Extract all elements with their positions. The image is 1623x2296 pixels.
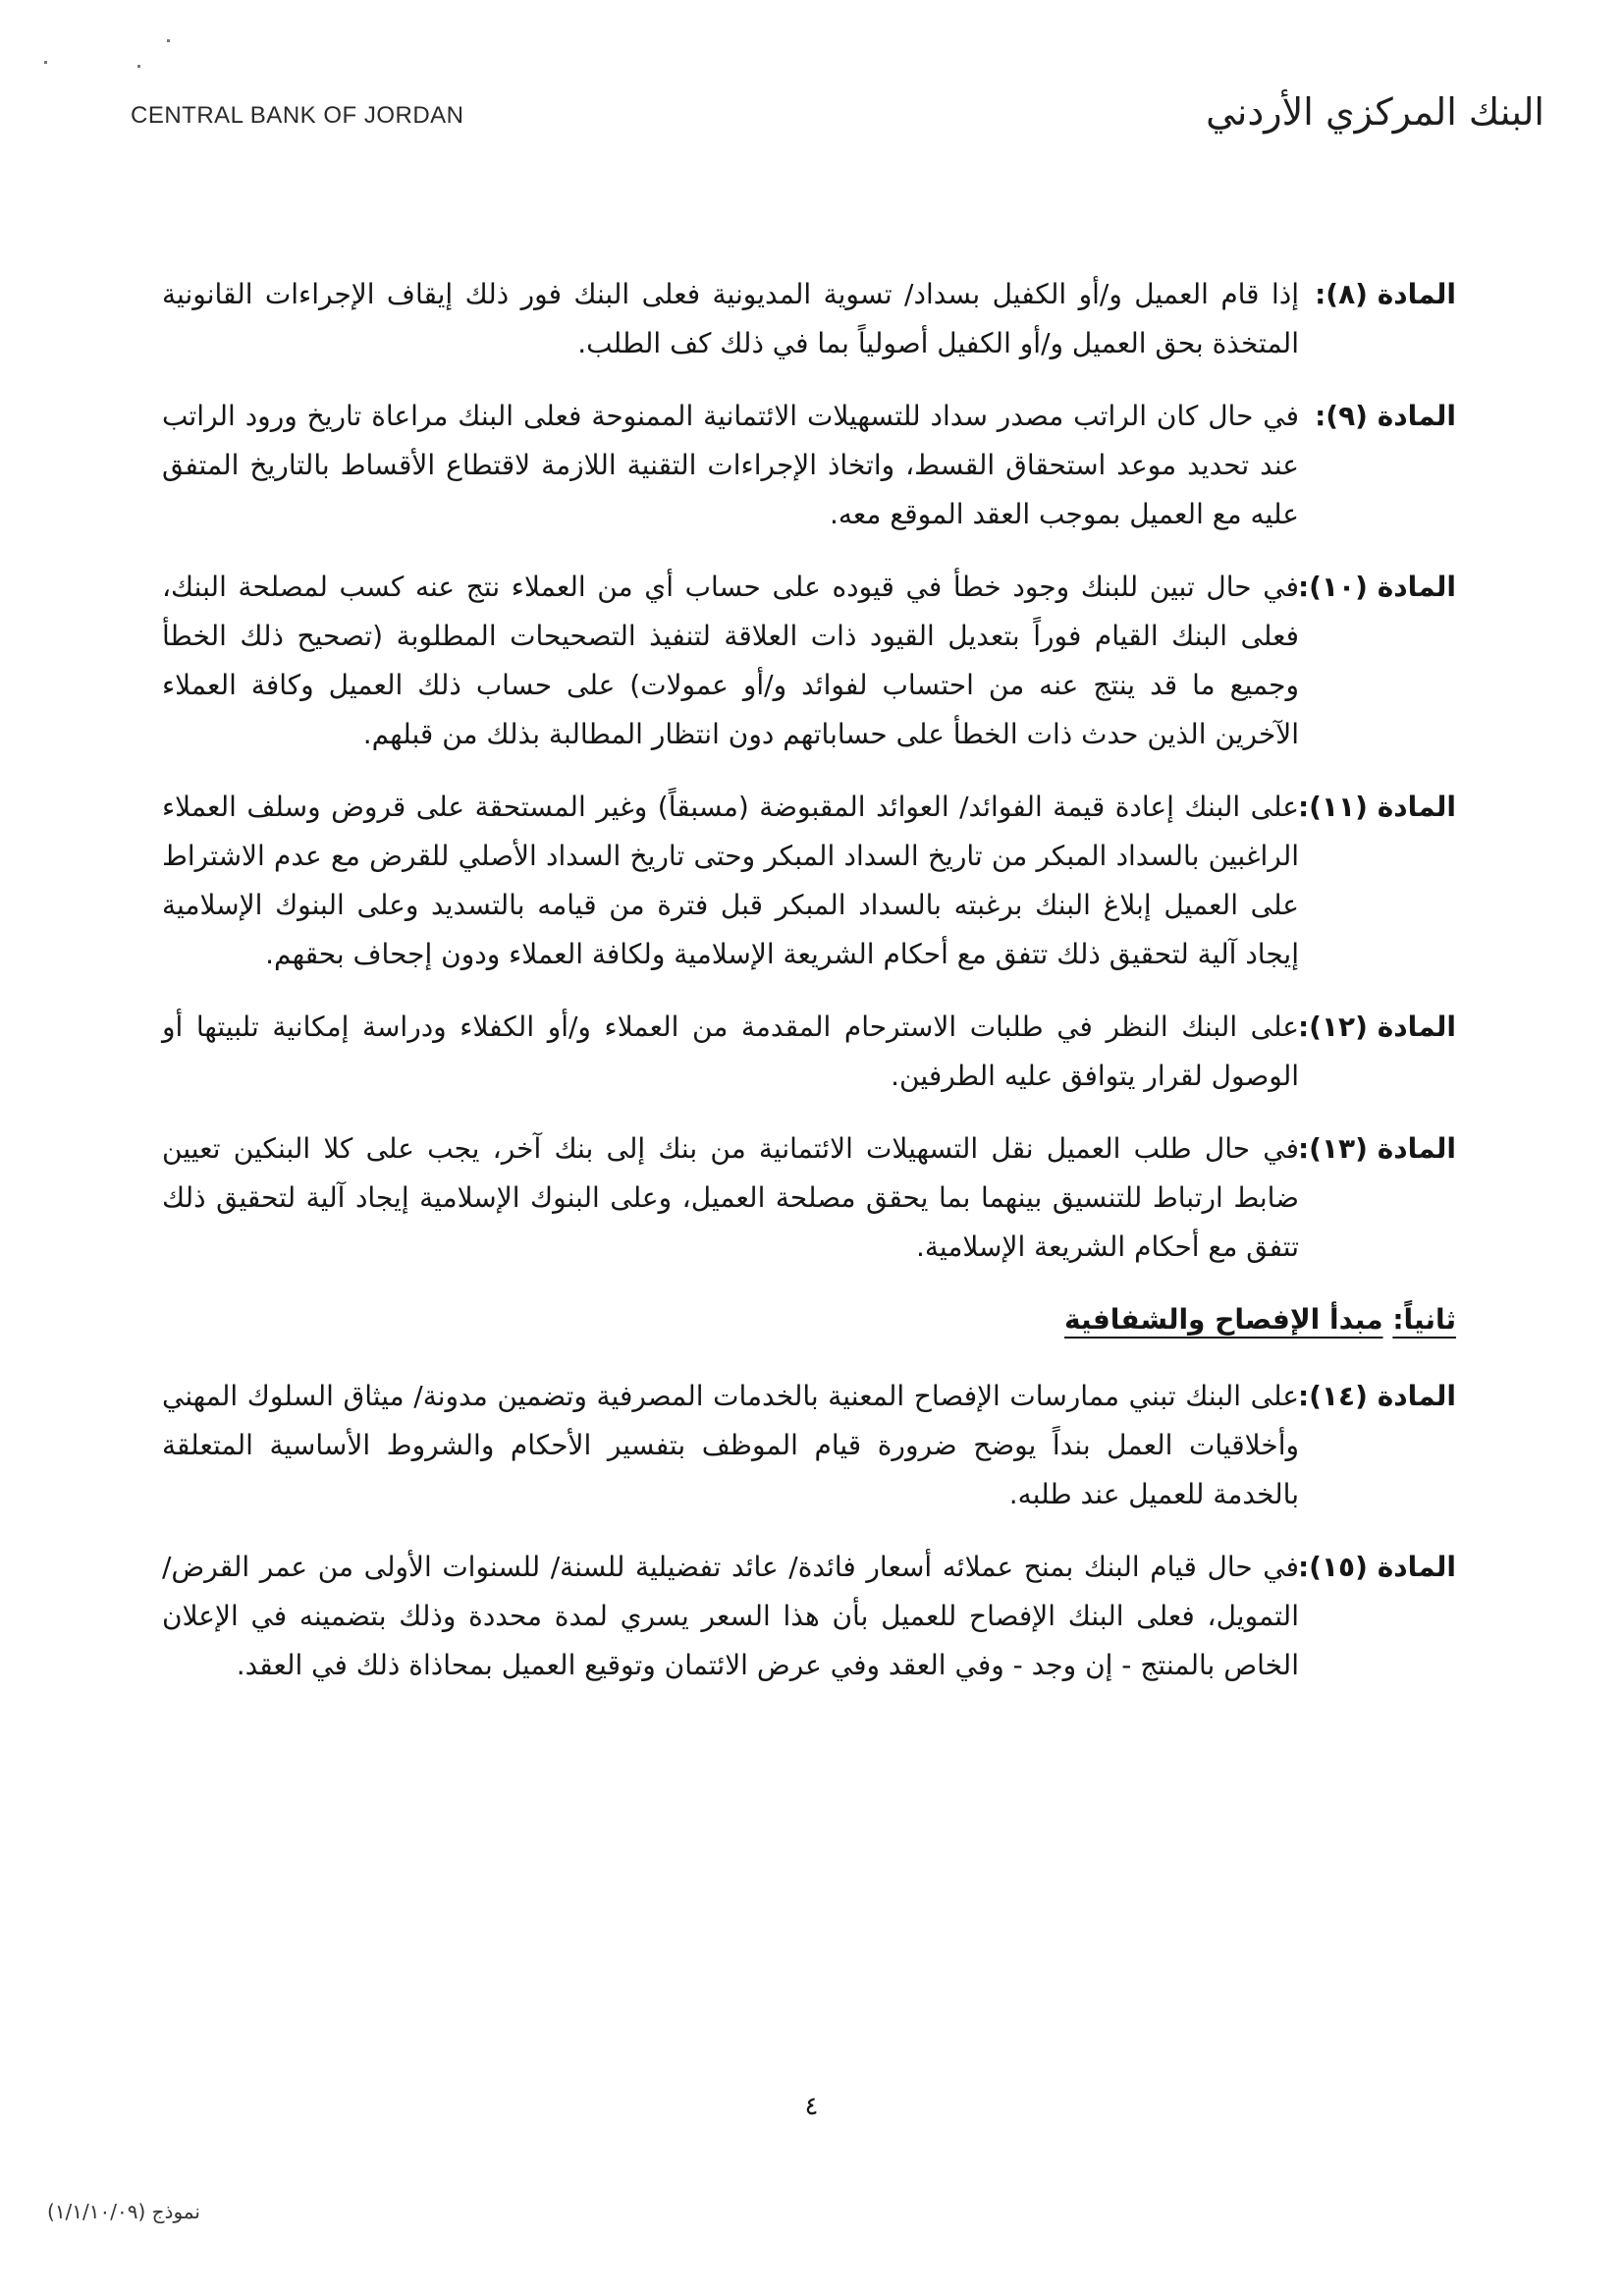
- scan-dust-mark: [44, 61, 47, 64]
- header-arabic-title: البنك المركزي الأردني: [1206, 90, 1544, 134]
- article-10: [162, 563, 1456, 759]
- article-text: على البنك تبني ممارسات الإفصاح المعنية بالخدمات المصرفية وتضمين مدونة/ ميثاق السلوك المهني وأخلاقيات العمل بنداً يوضح ضرورة قيام الموظف بتفسير الأحكام والشروط الأساسية المتعلقة بالخدمة للعميل عند طلبه.: [162, 1380, 1299, 1510]
- article-label: المادة (٩):: [1315, 400, 1456, 432]
- article-label: المادة (١٠):: [1297, 571, 1456, 603]
- article-text: على البنك إعادة قيمة الفوائد/ العوائد المقبوضة (مسبقاً) وغير المستحقة على قروض وسلف العملاء الراغبين بالسداد المبكر من تاريخ السداد المبكر وحتى تاريخ السداد الأصلي للقرض مع عدم الاشتراط على العميل إبلاغ البنك برغبته بالسداد المبكر قبل فترة من قيامه بالتسديد وعلى البنوك الإسلامية إيجاد آلية لتحقيق ذلك تتفق مع أحكام الشريعة الإسلامية ولكافة العملاء ودون إجحاف بحقهم.: [162, 791, 1299, 970]
- article-label: المادة (١١):: [1297, 791, 1456, 823]
- page-number: ٤: [804, 2092, 819, 2121]
- section-heading-disclosure: [162, 1295, 1456, 1344]
- article-label: المادة (١٢):: [1297, 1011, 1456, 1043]
- article-label: المادة (١٥):: [1297, 1551, 1456, 1583]
- article-9: [162, 392, 1456, 539]
- section-heading-prefix: ثانياً:: [1392, 1303, 1456, 1336]
- article-text: في حال تبين للبنك وجود خطأ في قيوده على حساب أي من العملاء نتج عنه كسب لمصلحة البنك، فعلى البنك القيام فوراً بتعديل القيود ذات العلاقة لتنفيذ التصحيحات المطلوبة (تصحيح ذلك الخطأ وجميع ما قد ينتج عنه من احتساب لفوائد و/أو عمولات) على حساب ذلك العميل وكافة العملاء الآخرين الذين حدث ذات الخطأ على حساباتهم دون انتظار المطالبة بذلك من قبلهم.: [162, 571, 1299, 750]
- header-english-title: CENTRAL BANK OF JORDAN: [131, 102, 464, 129]
- article-label: المادة (١٤):: [1297, 1380, 1456, 1412]
- article-label: المادة (٨):: [1315, 278, 1456, 310]
- form-code: نموذج (١/١/١٠/٠٩): [47, 2200, 200, 2223]
- article-text: على البنك النظر في طلبات الاسترحام المقدمة من العملاء و/أو الكفلاء ودراسة إمكانية تلبيتها أو الوصول لقرار يتوافق عليه الطرفين.: [162, 1011, 1299, 1092]
- section-heading-title: مبدأ الإفصاح والشفافية: [1064, 1303, 1383, 1336]
- scan-dust-mark: [137, 65, 140, 68]
- article-8: [162, 270, 1456, 368]
- article-14: [162, 1372, 1456, 1519]
- article-13: [162, 1124, 1456, 1272]
- article-11: [162, 783, 1456, 979]
- article-text: في حال كان الراتب مصدر سداد للتسهيلات الائتمانية الممنوحة فعلى البنك مراعاة تاريخ ورود الراتب عند تحديد موعد استحقاق القسط، واتخاذ الإجراءات التقنية اللازمة لاقتطاع الأقساط بالتاريخ المتفق عليه مع العميل بموجب العقد الموقع معه.: [162, 400, 1299, 530]
- article-text: في حال قيام البنك بمنح عملائه أسعار فائدة/ عائد تفضيلية للسنة/ للسنوات الأولى من عمر القرض/ التمويل، فعلى البنك الإفصاح للعميل بأن هذا السعر يسري لمدة محددة وذلك بتضمينه في الإعلان الخاص بالمنتج - إن وجد - وفي العقد وفي عرض الائتمان وتوقيع العميل بمحاذاة ذلك في العقد.: [162, 1551, 1299, 1681]
- article-label: المادة (١٣):: [1297, 1132, 1456, 1165]
- article-text: إذا قام العميل و/أو الكفيل بسداد/ تسوية المديونية فعلى البنك فور ذلك إيقاف الإجراءات القانونية المتخذة بحق العميل و/أو الكفيل أصولياً بما في ذلك كف الطلب.: [162, 278, 1299, 359]
- scan-dust-mark: [167, 39, 170, 42]
- article-12: [162, 1003, 1456, 1101]
- article-15: [162, 1543, 1456, 1690]
- document-body: [162, 270, 1456, 1714]
- article-text: في حال طلب العميل نقل التسهيلات الائتمانية من بنك إلى بنك آخر، يجب على كلا البنكين تعيين ضابط ارتباط للتنسيق بينهما بما يحقق مصلحة العميل، وعلى البنوك الإسلامية إيجاد آلية لتحقيق ذلك تتفق مع أحكام الشريعة الإسلامية.: [162, 1132, 1299, 1263]
